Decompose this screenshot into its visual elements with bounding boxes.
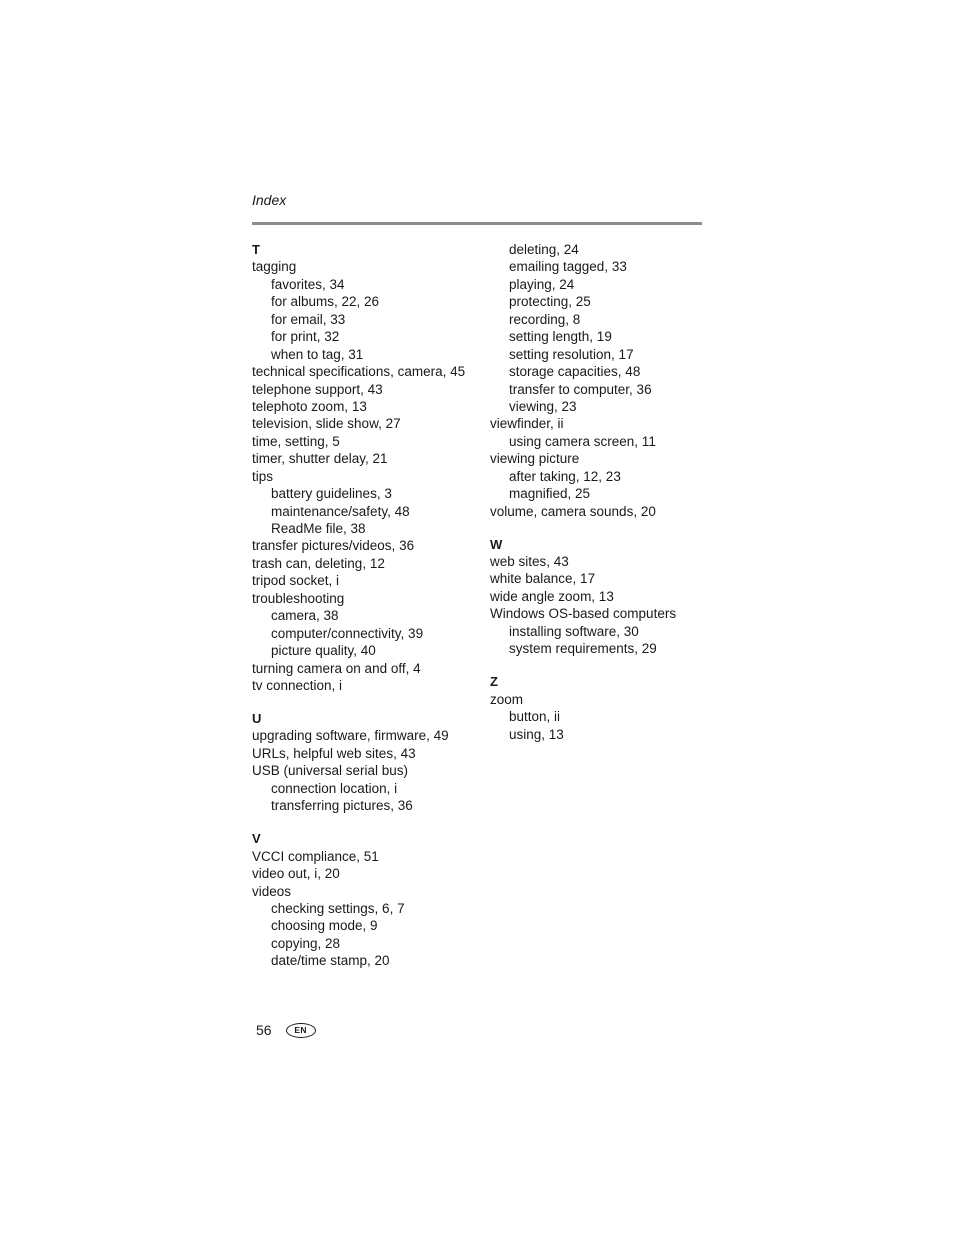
index-subentry: picture quality, 40 bbox=[271, 643, 376, 659]
language-badge-icon: EN bbox=[286, 1023, 316, 1038]
index-entry: Windows OS-based computers bbox=[490, 606, 677, 622]
index-entry: upgrading software, firmware, 49 bbox=[252, 728, 449, 744]
index-subentry: camera, 38 bbox=[271, 608, 339, 624]
section-gap bbox=[252, 694, 482, 710]
index-subentry: battery guidelines, 3 bbox=[271, 486, 392, 502]
index-entry: tripod socket, i bbox=[252, 573, 340, 589]
index-entry: telephoto zoom, 13 bbox=[252, 398, 367, 414]
index-subentry: setting length, 19 bbox=[509, 329, 612, 345]
index-entry: VCCI compliance, 51 bbox=[252, 848, 379, 864]
index-entry: USB (universal serial bus) bbox=[252, 763, 409, 779]
index-subentry: using camera screen, 11 bbox=[509, 433, 656, 449]
index-subentry: system requirements, 29 bbox=[509, 641, 657, 657]
index-entry: time, setting, 5 bbox=[252, 433, 340, 449]
index-entry: URLs, helpful web sites, 43 bbox=[252, 745, 416, 761]
index-subentry: for email, 33 bbox=[271, 311, 346, 327]
index-subentry: emailing tagged, 33 bbox=[509, 259, 627, 275]
index-section-letter: T bbox=[252, 242, 260, 257]
index-subentry: deleting, 24 bbox=[509, 242, 579, 257]
index-entry: viewing picture bbox=[490, 451, 580, 467]
index-column-right bbox=[490, 241, 720, 743]
index-subentry: using, 13 bbox=[509, 726, 564, 742]
index-subentry: ReadMe file, 38 bbox=[271, 521, 366, 536]
index-subentry: button, ii bbox=[509, 709, 561, 725]
index-subentry: for print, 32 bbox=[271, 329, 340, 345]
index-entry: white balance, 17 bbox=[490, 571, 596, 587]
index-entry: trash can, deleting, 12 bbox=[252, 555, 385, 571]
index-subentry: protecting, 25 bbox=[509, 294, 591, 310]
index-subentry: viewing, 23 bbox=[509, 398, 577, 414]
index-subentry: playing, 24 bbox=[509, 276, 575, 292]
page-footer bbox=[256, 1021, 316, 1039]
index-entry: tips bbox=[252, 468, 274, 484]
index-entry: zoom bbox=[490, 691, 524, 707]
index-entry: videos bbox=[252, 883, 292, 899]
index-entry: web sites, 43 bbox=[490, 554, 569, 570]
index-subentry: storage capacities, 48 bbox=[509, 364, 641, 380]
index-entry: viewfinder, ii bbox=[490, 416, 564, 432]
index-subentry: installing software, 30 bbox=[509, 623, 639, 639]
index-entry: tv connection, i bbox=[252, 677, 343, 693]
index-subentry: magnified, 25 bbox=[509, 486, 591, 502]
running-head: Index bbox=[252, 192, 287, 208]
index-entry: troubleshooting bbox=[252, 590, 345, 606]
index-subentry: connection location, i bbox=[271, 780, 398, 796]
index-subentry: when to tag, 31 bbox=[271, 346, 364, 362]
index-subentry: choosing mode, 9 bbox=[271, 918, 378, 934]
index-column-left bbox=[252, 241, 482, 970]
page-number: 56 bbox=[256, 1022, 272, 1038]
index-subentry: favorites, 34 bbox=[271, 276, 345, 292]
section-gap bbox=[490, 658, 720, 674]
index-subentry: for albums, 22, 26 bbox=[271, 294, 380, 310]
index-subentry: after taking, 12, 23 bbox=[509, 468, 621, 484]
index-entry: television, slide show, 27 bbox=[252, 416, 401, 432]
index-subentry: transfer to computer, 36 bbox=[509, 381, 652, 397]
index-entry: turning camera on and off, 4 bbox=[252, 660, 421, 676]
index-section-letter: W bbox=[490, 536, 503, 552]
header-rule bbox=[252, 222, 702, 225]
section-gap bbox=[490, 520, 720, 536]
index-entry: volume, camera sounds, 20 bbox=[490, 503, 656, 519]
index-subentry: maintenance/safety, 48 bbox=[271, 503, 410, 519]
index-entry: technical specifications, camera, 45 bbox=[252, 364, 466, 380]
index-entry: tagging bbox=[252, 259, 297, 275]
index-subentry: date/time stamp, 20 bbox=[271, 953, 390, 969]
index-subentry: transferring pictures, 36 bbox=[271, 798, 413, 814]
section-gap bbox=[252, 815, 482, 831]
index-section-letter: V bbox=[252, 831, 261, 847]
index-entry: timer, shutter delay, 21 bbox=[252, 451, 388, 467]
index-section-letter: U bbox=[252, 710, 262, 726]
index-entry: transfer pictures/videos, 36 bbox=[252, 538, 415, 554]
index-subentry: checking settings, 6, 7 bbox=[271, 900, 405, 916]
index-entry: video out, i, 20 bbox=[252, 866, 340, 882]
index-section-letter: Z bbox=[490, 674, 498, 690]
index-subentry: setting resolution, 17 bbox=[509, 346, 634, 362]
index-subentry: recording, 8 bbox=[509, 311, 581, 327]
index-subentry: copying, 28 bbox=[271, 935, 341, 951]
index-entry: wide angle zoom, 13 bbox=[490, 588, 614, 604]
index-subentry: computer/connectivity, 39 bbox=[271, 625, 424, 641]
index-entry: telephone support, 43 bbox=[252, 381, 383, 397]
